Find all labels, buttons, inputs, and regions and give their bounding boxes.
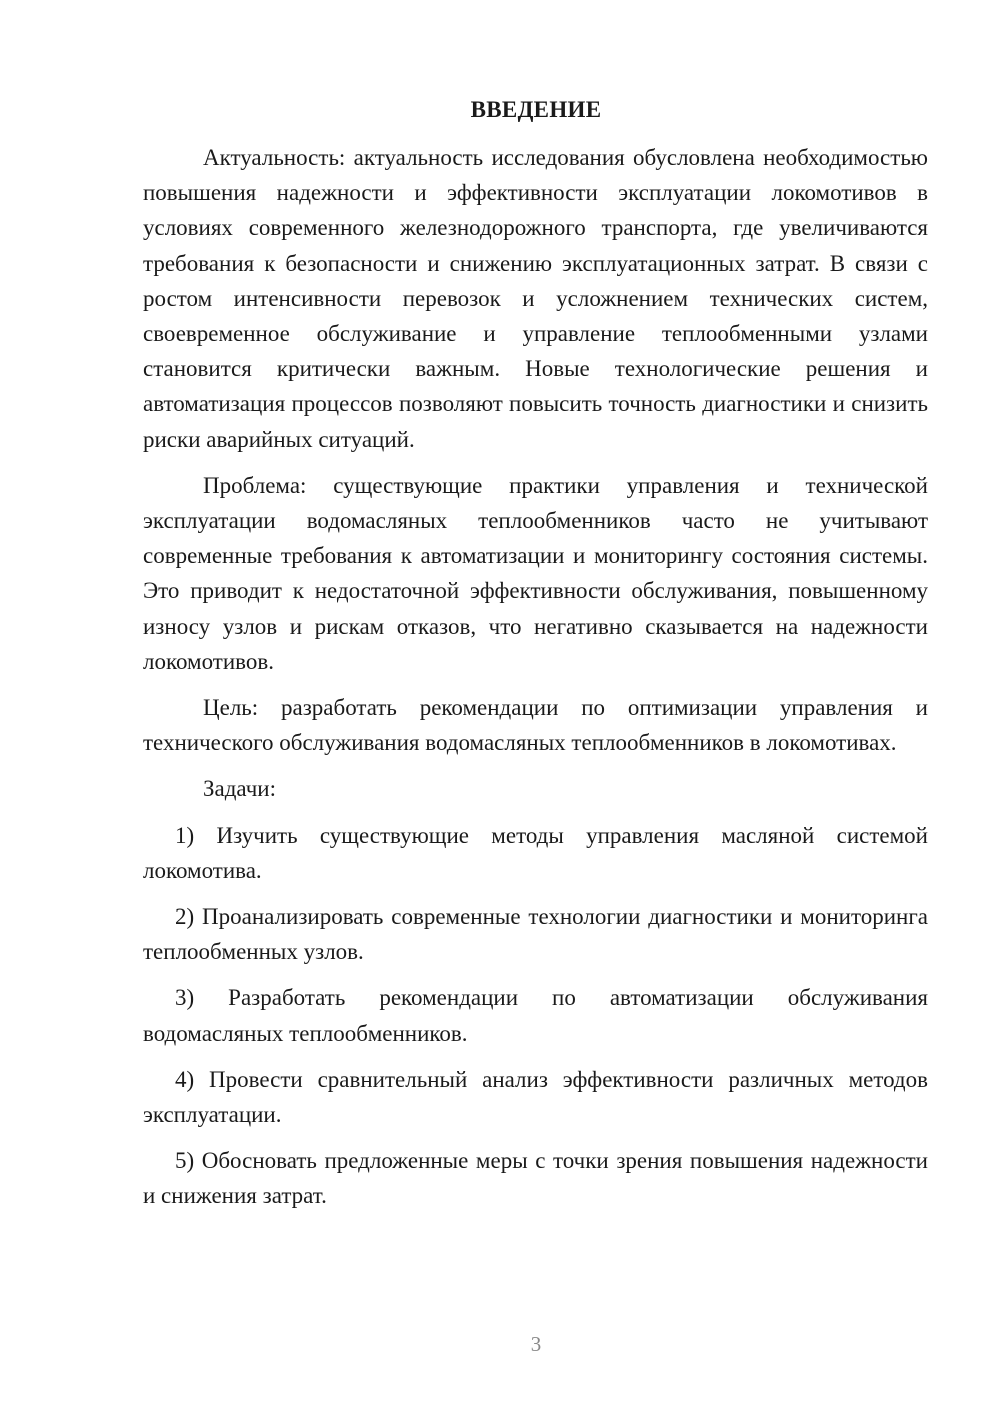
section-heading: ВВЕДЕНИЕ	[470, 97, 602, 122]
paragraph-problem: Проблема: существующие практики управления и технической эксплуатации водомасляных теплообменников часто не учитывают современные требования к автоматизации и мониторингу состояния системы. Это приводит к недостаточной эффективности обслуживания, повышенному износу узлов и рискам отказов, что негативно сказывается на надежности локомотивов.	[143, 472, 928, 674]
paragraph-goal: Цель: разработать рекомендации по оптимизации управления и технического обслуживания водомасляных теплообменников в локомотивах.	[143, 695, 928, 756]
task-item-2: 2) Проанализировать современные технологии диагностики и мониторинга теплообменных узлов.	[143, 904, 928, 965]
paragraph-relevance: Актуальность: актуальность исследования обусловлена необходимостью повышения надежности и эффективности эксплуатации локомотивов в условиях современного железнодорожного транспорта, где увеличиваются требования к безопасности и снижению эксплуатационных затрат. В связи с ростом интенсивности перевозок и усложнением технических систем, своевременное обслуживание и управление теплообменными узлами становится критически важным. Новые технологические решения и автоматизация процессов позволяют повысить точность диагностики и снизить риски аварийных ситуаций.	[143, 145, 928, 452]
task-item-5: 5) Обосновать предложенные меры с точки зрения повышения надежности и снижения затрат.	[143, 1148, 928, 1209]
tasks-label: Задачи:	[203, 776, 276, 802]
task-item-1: 1) Изучить существующие методы управления масляной системой локомотива.	[143, 822, 928, 883]
task-item-4: 4) Провести сравнительный анализ эффективности различных методов эксплуатации.	[143, 1066, 928, 1128]
task-item-3: 3) Разработать рекомендации по автоматизации обслуживания водомасляных теплообменников.	[143, 985, 928, 1046]
body-text	[143, 140, 928, 1225]
page-number: 3	[530, 1332, 542, 1356]
